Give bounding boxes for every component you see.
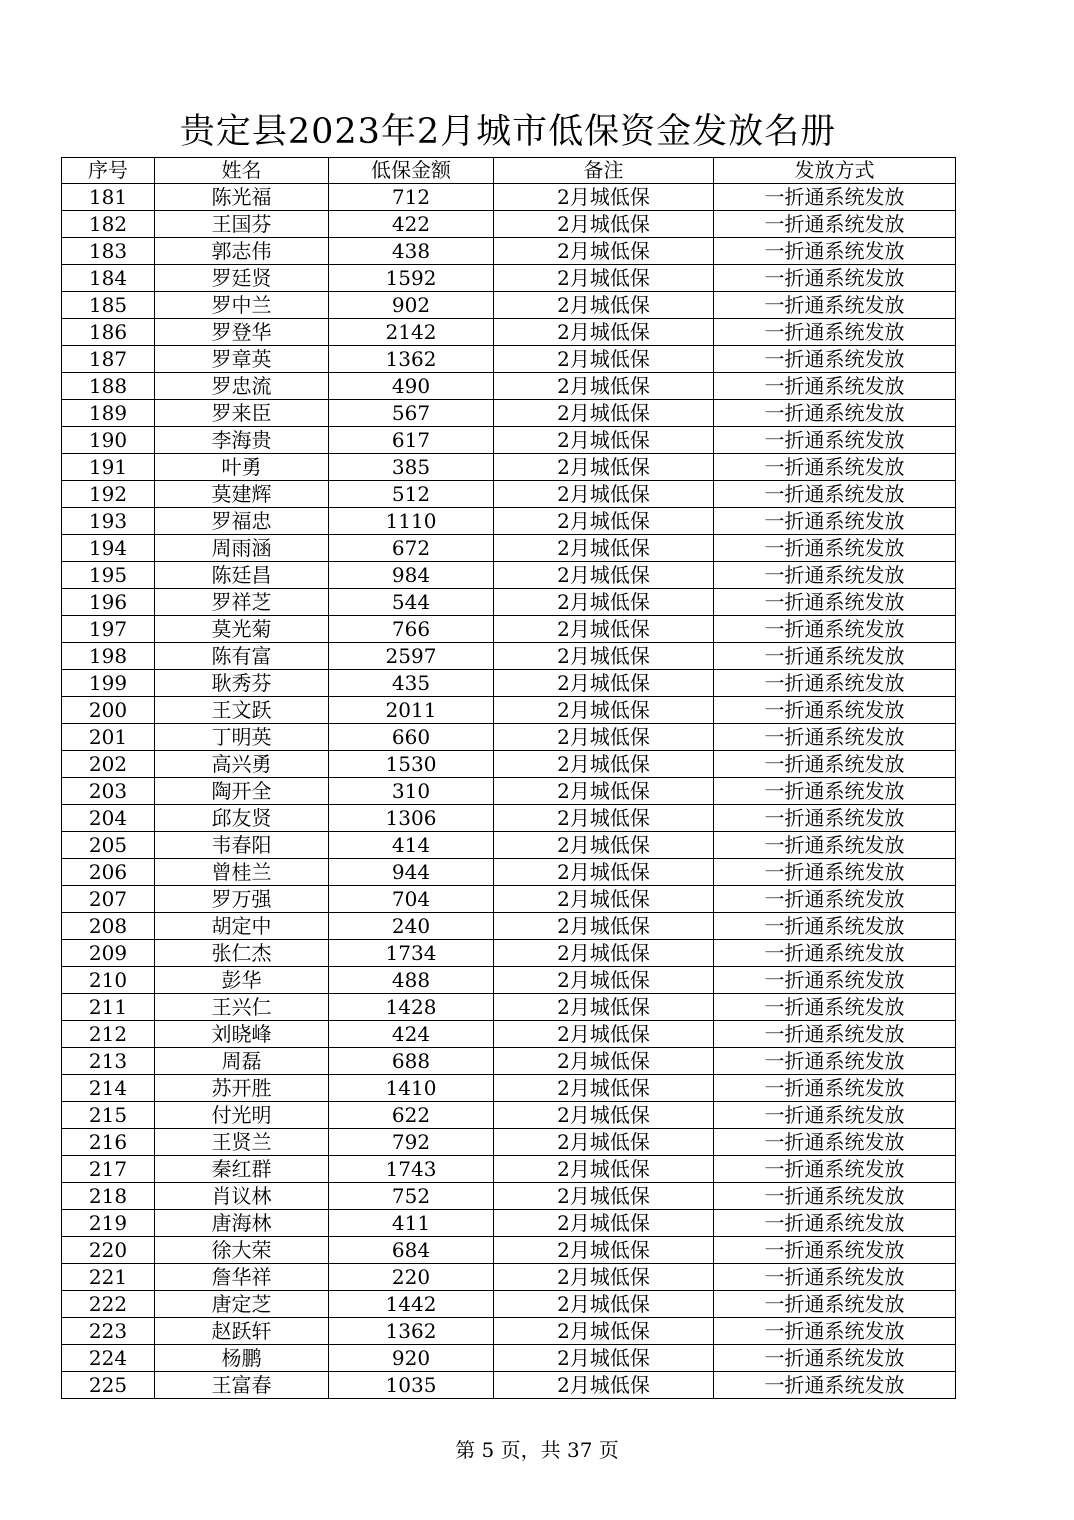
name-cell: 罗登华 [155,319,329,346]
remark-cell: 2月城低保 [494,724,714,751]
name-cell: 李海贵 [155,427,329,454]
name-cell: 陶开全 [155,778,329,805]
table-row [62,724,956,751]
name-cell: 郭志伟 [155,238,329,265]
amount-cell: 435 [329,670,494,697]
name-cell: 杨鹏 [155,1345,329,1372]
seq-cell: 208 [62,913,155,940]
name-cell: 罗忠流 [155,373,329,400]
method-cell: 一折通系统发放 [714,535,956,562]
amount-cell: 2142 [329,319,494,346]
name-cell: 王贤兰 [155,1129,329,1156]
amount-cell: 712 [329,184,494,211]
remark-cell: 2月城低保 [494,832,714,859]
method-cell: 一折通系统发放 [714,508,956,535]
name-cell: 罗中兰 [155,292,329,319]
method-cell: 一折通系统发放 [714,751,956,778]
method-cell: 一折通系统发放 [714,589,956,616]
seq-cell: 217 [62,1156,155,1183]
amount-cell: 792 [329,1129,494,1156]
seq-cell: 219 [62,1210,155,1237]
table-row [62,859,956,886]
table-row [62,1345,956,1372]
method-cell: 一折通系统发放 [714,319,956,346]
amount-cell: 684 [329,1237,494,1264]
method-cell: 一折通系统发放 [714,778,956,805]
seq-cell: 197 [62,616,155,643]
amount-cell: 488 [329,967,494,994]
table-row [62,697,956,724]
remark-cell: 2月城低保 [494,940,714,967]
table-row [62,1237,956,1264]
table-row [62,967,956,994]
table-row [62,427,956,454]
amount-cell: 414 [329,832,494,859]
table-row [62,481,956,508]
seq-cell: 209 [62,940,155,967]
amount-cell: 1743 [329,1156,494,1183]
remark-cell: 2月城低保 [494,778,714,805]
name-cell: 王兴仁 [155,994,329,1021]
table-row [62,346,956,373]
seq-cell: 210 [62,967,155,994]
table-row [62,1102,956,1129]
remark-cell: 2月城低保 [494,535,714,562]
remark-cell: 2月城低保 [494,643,714,670]
seq-cell: 187 [62,346,155,373]
method-cell: 一折通系统发放 [714,697,956,724]
name-cell: 胡定中 [155,913,329,940]
method-cell: 一折通系统发放 [714,670,956,697]
remark-cell: 2月城低保 [494,859,714,886]
remark-cell: 2月城低保 [494,1021,714,1048]
seq-cell: 194 [62,535,155,562]
amount-cell: 984 [329,562,494,589]
table-row [62,1129,956,1156]
seq-cell: 198 [62,643,155,670]
table-row [62,535,956,562]
remark-cell: 2月城低保 [494,319,714,346]
amount-cell: 944 [329,859,494,886]
table-row [62,1048,956,1075]
remark-cell: 2月城低保 [494,1075,714,1102]
name-cell: 苏开胜 [155,1075,329,1102]
amount-cell: 1592 [329,265,494,292]
name-cell: 丁明英 [155,724,329,751]
amount-cell: 220 [329,1264,494,1291]
amount-cell: 1362 [329,1318,494,1345]
method-cell: 一折通系统发放 [714,400,956,427]
name-cell: 罗祥芝 [155,589,329,616]
seq-cell: 207 [62,886,155,913]
seq-cell: 186 [62,319,155,346]
table-row [62,1318,956,1345]
seq-cell: 225 [62,1372,155,1399]
seq-cell: 182 [62,211,155,238]
seq-cell: 193 [62,508,155,535]
seq-cell: 213 [62,1048,155,1075]
remark-cell: 2月城低保 [494,346,714,373]
table-row [62,454,956,481]
table-row [62,805,956,832]
method-cell: 一折通系统发放 [714,427,956,454]
table-row [62,211,956,238]
table-row [62,1210,956,1237]
method-cell: 一折通系统发放 [714,184,956,211]
method-cell: 一折通系统发放 [714,1075,956,1102]
table-row [62,373,956,400]
method-cell: 一折通系统发放 [714,1318,956,1345]
amount-cell: 422 [329,211,494,238]
method-cell: 一折通系统发放 [714,832,956,859]
table-row [62,319,956,346]
name-cell: 詹华祥 [155,1264,329,1291]
method-cell: 一折通系统发放 [714,1102,956,1129]
seq-cell: 192 [62,481,155,508]
amount-cell: 617 [329,427,494,454]
table-row [62,643,956,670]
amount-cell: 1410 [329,1075,494,1102]
table-row [62,1156,956,1183]
method-cell: 一折通系统发放 [714,1183,956,1210]
seq-cell: 222 [62,1291,155,1318]
method-cell: 一折通系统发放 [714,616,956,643]
seq-cell: 212 [62,1021,155,1048]
amount-cell: 1428 [329,994,494,1021]
amount-cell: 2597 [329,643,494,670]
seq-cell: 204 [62,805,155,832]
column-header-remark: 备注 [494,158,714,184]
seq-cell: 214 [62,1075,155,1102]
name-cell: 罗万强 [155,886,329,913]
name-cell: 赵跃轩 [155,1318,329,1345]
table-row [62,238,956,265]
remark-cell: 2月城低保 [494,265,714,292]
seq-cell: 191 [62,454,155,481]
name-cell: 耿秀芬 [155,670,329,697]
name-cell: 叶勇 [155,454,329,481]
remark-cell: 2月城低保 [494,1372,714,1399]
amount-cell: 660 [329,724,494,751]
amount-cell: 920 [329,1345,494,1372]
remark-cell: 2月城低保 [494,1291,714,1318]
method-cell: 一折通系统发放 [714,1237,956,1264]
name-cell: 唐海林 [155,1210,329,1237]
table-row [62,832,956,859]
method-cell: 一折通系统发放 [714,724,956,751]
amount-cell: 1306 [329,805,494,832]
table-row [62,913,956,940]
amount-cell: 1362 [329,346,494,373]
amount-cell: 567 [329,400,494,427]
table-row [62,1291,956,1318]
table-row [62,994,956,1021]
method-cell: 一折通系统发放 [714,967,956,994]
amount-cell: 688 [329,1048,494,1075]
remark-cell: 2月城低保 [494,967,714,994]
table-row [62,1021,956,1048]
seq-cell: 196 [62,589,155,616]
table-row [62,400,956,427]
roster-table [61,157,956,1399]
amount-cell: 512 [329,481,494,508]
name-cell: 罗廷贤 [155,265,329,292]
seq-cell: 221 [62,1264,155,1291]
column-header-seq: 序号 [62,158,155,184]
method-cell: 一折通系统发放 [714,1129,956,1156]
name-cell: 徐大荣 [155,1237,329,1264]
name-cell: 陈光福 [155,184,329,211]
name-cell: 莫光菊 [155,616,329,643]
amount-cell: 240 [329,913,494,940]
name-cell: 莫建辉 [155,481,329,508]
column-header-name: 姓名 [155,158,329,184]
remark-cell: 2月城低保 [494,1345,714,1372]
roster-body [62,184,956,1399]
table-row [62,265,956,292]
remark-cell: 2月城低保 [494,994,714,1021]
name-cell: 刘晓峰 [155,1021,329,1048]
remark-cell: 2月城低保 [494,616,714,643]
seq-cell: 206 [62,859,155,886]
seq-cell: 189 [62,400,155,427]
remark-cell: 2月城低保 [494,481,714,508]
remark-cell: 2月城低保 [494,400,714,427]
seq-cell: 184 [62,265,155,292]
name-cell: 王国芬 [155,211,329,238]
method-cell: 一折通系统发放 [714,373,956,400]
method-cell: 一折通系统发放 [714,1291,956,1318]
method-cell: 一折通系统发放 [714,1345,956,1372]
amount-cell: 411 [329,1210,494,1237]
table-row [62,1183,956,1210]
table-row [62,562,956,589]
remark-cell: 2月城低保 [494,238,714,265]
remark-cell: 2月城低保 [494,292,714,319]
amount-cell: 704 [329,886,494,913]
name-cell: 韦春阳 [155,832,329,859]
seq-cell: 195 [62,562,155,589]
page-title: 贵定县2023年2月城市低保资金发放名册 [179,112,837,152]
amount-cell: 2011 [329,697,494,724]
remark-cell: 2月城低保 [494,1237,714,1264]
name-cell: 彭华 [155,967,329,994]
amount-cell: 1530 [329,751,494,778]
remark-cell: 2月城低保 [494,1183,714,1210]
method-cell: 一折通系统发放 [714,1021,956,1048]
amount-cell: 385 [329,454,494,481]
remark-cell: 2月城低保 [494,913,714,940]
method-cell: 一折通系统发放 [714,1264,956,1291]
amount-cell: 438 [329,238,494,265]
method-cell: 一折通系统发放 [714,1210,956,1237]
method-cell: 一折通系统发放 [714,805,956,832]
amount-cell: 622 [329,1102,494,1129]
remark-cell: 2月城低保 [494,184,714,211]
amount-cell: 310 [329,778,494,805]
seq-cell: 211 [62,994,155,1021]
page-footer: 第 5 页，共 37 页 [455,1438,619,1462]
remark-cell: 2月城低保 [494,1318,714,1345]
amount-cell: 544 [329,589,494,616]
name-cell: 曾桂兰 [155,859,329,886]
amount-cell: 490 [329,373,494,400]
method-cell: 一折通系统发放 [714,1372,956,1399]
seq-cell: 200 [62,697,155,724]
amount-cell: 766 [329,616,494,643]
method-cell: 一折通系统发放 [714,643,956,670]
remark-cell: 2月城低保 [494,805,714,832]
seq-cell: 188 [62,373,155,400]
seq-cell: 185 [62,292,155,319]
seq-cell: 218 [62,1183,155,1210]
seq-cell: 215 [62,1102,155,1129]
method-cell: 一折通系统发放 [714,481,956,508]
seq-cell: 202 [62,751,155,778]
seq-cell: 224 [62,1345,155,1372]
remark-cell: 2月城低保 [494,589,714,616]
remark-cell: 2月城低保 [494,1048,714,1075]
remark-cell: 2月城低保 [494,1264,714,1291]
method-cell: 一折通系统发放 [714,940,956,967]
method-cell: 一折通系统发放 [714,454,956,481]
table-row [62,1075,956,1102]
table-row [62,589,956,616]
remark-cell: 2月城低保 [494,697,714,724]
remark-cell: 2月城低保 [494,373,714,400]
method-cell: 一折通系统发放 [714,913,956,940]
name-cell: 秦红群 [155,1156,329,1183]
table-row [62,616,956,643]
header-row [62,158,956,184]
table-row [62,751,956,778]
remark-cell: 2月城低保 [494,886,714,913]
table-row [62,184,956,211]
name-cell: 付光明 [155,1102,329,1129]
name-cell: 周雨涵 [155,535,329,562]
amount-cell: 1442 [329,1291,494,1318]
remark-cell: 2月城低保 [494,1102,714,1129]
seq-cell: 205 [62,832,155,859]
table-row [62,508,956,535]
seq-cell: 201 [62,724,155,751]
method-cell: 一折通系统发放 [714,859,956,886]
table-row [62,940,956,967]
column-header-method: 发放方式 [714,158,956,184]
name-cell: 罗福忠 [155,508,329,535]
table-row [62,886,956,913]
table-row [62,292,956,319]
amount-cell: 1110 [329,508,494,535]
method-cell: 一折通系统发放 [714,1156,956,1183]
name-cell: 周磊 [155,1048,329,1075]
seq-cell: 203 [62,778,155,805]
seq-cell: 181 [62,184,155,211]
name-cell: 王富春 [155,1372,329,1399]
amount-cell: 424 [329,1021,494,1048]
table-row [62,778,956,805]
seq-cell: 199 [62,670,155,697]
method-cell: 一折通系统发放 [714,994,956,1021]
method-cell: 一折通系统发放 [714,211,956,238]
name-cell: 陈廷昌 [155,562,329,589]
amount-cell: 902 [329,292,494,319]
amount-cell: 752 [329,1183,494,1210]
name-cell: 王文跃 [155,697,329,724]
remark-cell: 2月城低保 [494,1210,714,1237]
method-cell: 一折通系统发放 [714,292,956,319]
remark-cell: 2月城低保 [494,454,714,481]
remark-cell: 2月城低保 [494,751,714,778]
name-cell: 高兴勇 [155,751,329,778]
table-row [62,1264,956,1291]
seq-cell: 223 [62,1318,155,1345]
amount-cell: 1734 [329,940,494,967]
amount-cell: 672 [329,535,494,562]
amount-cell: 1035 [329,1372,494,1399]
column-header-amount: 低保金额 [329,158,494,184]
remark-cell: 2月城低保 [494,427,714,454]
name-cell: 罗来臣 [155,400,329,427]
name-cell: 罗章英 [155,346,329,373]
method-cell: 一折通系统发放 [714,1048,956,1075]
remark-cell: 2月城低保 [494,562,714,589]
table-row [62,670,956,697]
name-cell: 陈有富 [155,643,329,670]
table-row [62,1372,956,1399]
remark-cell: 2月城低保 [494,670,714,697]
seq-cell: 190 [62,427,155,454]
seq-cell: 216 [62,1129,155,1156]
method-cell: 一折通系统发放 [714,562,956,589]
method-cell: 一折通系统发放 [714,346,956,373]
name-cell: 张仁杰 [155,940,329,967]
name-cell: 唐定芝 [155,1291,329,1318]
remark-cell: 2月城低保 [494,508,714,535]
name-cell: 肖议林 [155,1183,329,1210]
remark-cell: 2月城低保 [494,1129,714,1156]
method-cell: 一折通系统发放 [714,238,956,265]
name-cell: 邱友贤 [155,805,329,832]
seq-cell: 183 [62,238,155,265]
remark-cell: 2月城低保 [494,211,714,238]
remark-cell: 2月城低保 [494,1156,714,1183]
method-cell: 一折通系统发放 [714,265,956,292]
seq-cell: 220 [62,1237,155,1264]
method-cell: 一折通系统发放 [714,886,956,913]
